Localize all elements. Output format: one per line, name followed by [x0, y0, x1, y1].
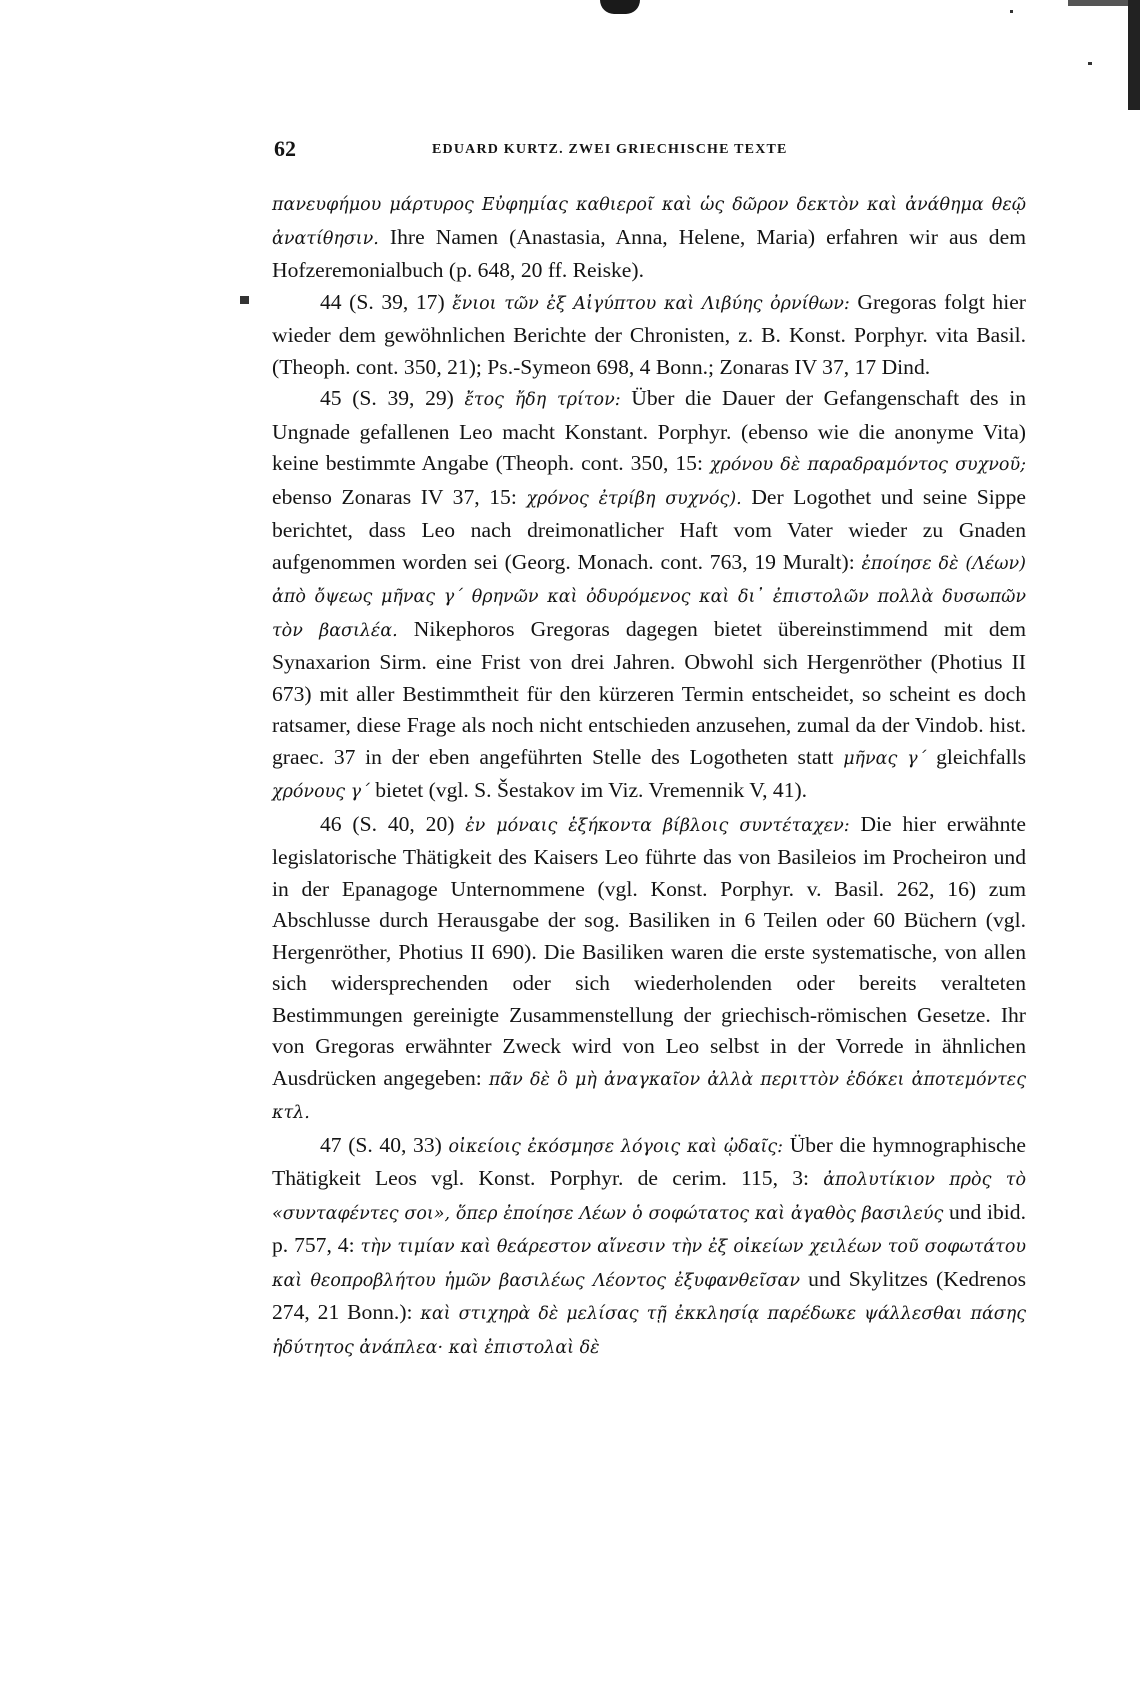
scan-artifact-top [600, 0, 640, 14]
running-title: EDUARD KURTZ. ZWEI GRIECHISCHE TEXTE [432, 142, 788, 157]
text-run: 45 (S. 39, 29) [320, 386, 465, 410]
scan-speck [240, 296, 249, 304]
text-run: bietet (vgl. S. Šestakov im Viz. Vremennik V, 41). [369, 778, 808, 802]
paragraph-intro [272, 188, 1026, 287]
text-run: 47 (S. 40, 33) [320, 1132, 449, 1157]
greek-quote: χρόνος ἐτρίβη συχνός). [526, 488, 742, 509]
scan-speck [1088, 62, 1092, 65]
greek-quote: ἀπολυτίκιον πρὸς τὸ «συνταφέντες σοι», ὅπερ ἐποίησε Λέων ὁ σοφώτατος καὶ ἀγαθὸς βασιλεύς [272, 1170, 1026, 1224]
greek-quote: πανευφήμου μάρτυρος Εὐφημίας καθιεροῖ καὶ ὡς δῶρον δεκτὸν καὶ ἀνάθημα θεῷ ἀνατίθησιν. [272, 195, 1026, 249]
greek-quote: καὶ στιχηρὰ δὲ μελίσας τῇ ἐκκλησίᾳ παρέδωκε ψάλλεσθαι πάσης ἡδύτητος ἀνάπλεα· καὶ ἐπιστολαὶ δὲ [272, 1304, 1026, 1358]
greek-quote: ἔτος ἤδη τρίτον: [464, 390, 621, 410]
text-run: und Skylitzes (Kedrenos 274, 21 Bonn.): [272, 1266, 1026, 1324]
paragraph-note-44 [272, 287, 1026, 384]
running-head [274, 136, 1034, 166]
text-run: Die hier erwähnte legislatorische Thätigkeit des Kaisers Leo führte das von Basileios im Procheiron und in der Epanagoge Unternommene (vgl. Konst. Porphyr. v. Basil. 262, 16) zum Abschlusse durch Herausgabe der sog. Basiliken in 6 Teilen oder 60 Büchern (vgl. Hergenröther, Photius II 690). Die Basiliken waren die erste systematische, von allen sich widersprechenden oder sich wiederholenden oder bereits veralteten Bestimmungen gereinigte Zusammenstellung der griechisch-römischen Gesetze. Ihr von Gregoras erwähnter Zweck wird von Leo selbst in der Vorrede in ähnlichen Ausdrücken angegeben: [272, 811, 1026, 1090]
scan-edge-shadow [1128, 0, 1140, 110]
greek-quote: χρόνου δὲ παραδραμόντος συχνοῦ; [709, 455, 1026, 475]
text-run: 44 (S. 39, 17) [320, 289, 453, 314]
greek-quote: ἐν μόναις ἑξήκοντα βίβλοις συντέταχεν: [465, 815, 850, 836]
greek-quote: πᾶν δὲ ὃ μὴ ἀναγκαῖον ἀλλὰ περιττὸν ἐδόκει ἀποτεμόντες κτλ. [272, 1069, 1026, 1123]
text-run: gleichfalls [926, 744, 1027, 769]
text-run: Der Logothet und seine Sippe berichtet, dass Leo nach dreimonatlicher Haft vom Vater wieder zu Gnaden aufgenommen worden sei (Georg. Monach. cont. 763, 19 Muralt): [272, 484, 1026, 574]
text-run: Über die hymnographische Thätigkeit Leos vgl. Konst. Porphyr. de cerim. 115, 3: [272, 1132, 1026, 1190]
text-run: Ihre Namen (Anastasia, Anna, Helene, Maria) erfahren wir aus dem Hofzeremonialbuch (p. 648, 20 ff. Reiske). [272, 224, 1026, 282]
greek-quote: μῆνας γ΄ [843, 748, 927, 769]
greek-quote: χρόνους γ΄ [272, 782, 370, 802]
text-run: ebenso Zonaras IV 37, 15: [272, 484, 527, 509]
text-run: und ibid. p. 757, 4: [272, 1199, 1026, 1257]
body-text [272, 188, 1026, 1364]
text-run: Gregoras folgt hier wieder dem gewöhnlichen Berichte der Chronisten, z. B. Konst. Porphyr. vita Basil. (Theoph. cont. 350, 21); Ps.-Symeon 698, 4 Bonn.; Zonaras IV 37, 17 Dind. [272, 289, 1026, 379]
text-run: 46 (S. 40, 20) [320, 811, 466, 836]
text-run: Nikephoros Gregoras dagegen bietet übereinstimmend mit dem Synaxarion Sirm. eine Frist von drei Jahren. Obwohl sich Hergenröther (Photius II 673) mit aller Bestimmtheit für den kürzeren Termin entscheidet, so scheint es doch ratsamer, diese Frage als noch nicht entschieden anzusehen, zumal da der Vindob. hist. graec. 37 in der eben angeführten Stelle des Logotheten statt [272, 616, 1026, 769]
paragraph-note-47 [272, 1130, 1026, 1365]
scan-speck [1010, 10, 1013, 13]
text-run: Über die Dauer der Gefangenschaft des in Ungnade gefallenen Leo macht Konstant. Porphyr. (ebenso wie die anonyme Vita) keine bestimmte Angabe (Theoph. cont. 350, 15: [272, 386, 1026, 475]
paragraph-note-46 [272, 809, 1026, 1130]
paragraph-note-45 [272, 383, 1026, 809]
greek-quote: ἐποίησε δὲ (Λέων) ἀπὸ ὄψεως μῆνας γ΄ θρηνῶν καὶ ὀδυρόμενος καὶ δι᾿ ἐπιστολῶν πολλὰ δυσωπῶν τὸν βασιλέα. [272, 553, 1026, 641]
greek-quote: τὴν τιμίαν καὶ θεάρεστον αἴνεσιν τὴν ἐξ οἰκείων χειλέων τοῦ σοφωτάτου καὶ θεοπροβλήτου ἡμῶν βασιλέως Λέοντος ἐξυφανθεῖσαν [272, 1237, 1027, 1291]
greek-quote: ἔνιοι τῶν ἐξ Αἰγύπτου καὶ Λιβύης ὀρνίθων: [452, 293, 850, 314]
page-number: 62 [274, 136, 296, 161]
scan-edge-shadow-top [1068, 0, 1128, 6]
greek-quote: οἰκείοις ἐκόσμησε λόγοις καὶ ᾠδαῖς: [448, 1136, 784, 1157]
